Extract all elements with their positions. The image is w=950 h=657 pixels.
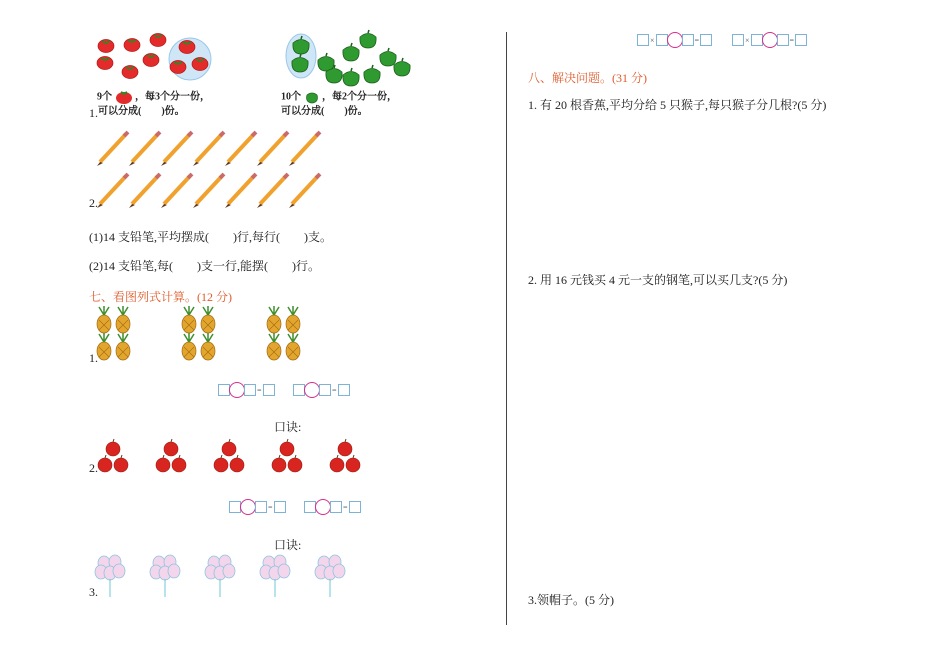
equation-row-1 bbox=[218, 382, 275, 398]
pencil-icon bbox=[193, 174, 224, 208]
operator-circle[interactable] bbox=[240, 499, 256, 515]
pineapple-icon bbox=[267, 306, 281, 333]
apple-icon bbox=[156, 455, 170, 472]
apple-icon bbox=[114, 455, 128, 472]
problem-2: 2. 用 16 元钱买 4 元一支的钢笔,可以买几支?(5 分) bbox=[528, 273, 788, 287]
tomato-icon bbox=[98, 40, 114, 53]
tomato-icon bbox=[115, 90, 133, 104]
pineapples-illustration bbox=[94, 306, 309, 366]
tomato-icon bbox=[97, 57, 113, 70]
pineapple-icon bbox=[201, 333, 215, 360]
balloon-bunch-icon bbox=[95, 555, 125, 597]
operator-circle[interactable] bbox=[304, 382, 320, 398]
answer-box[interactable] bbox=[319, 384, 331, 396]
equation-row-4 bbox=[304, 499, 361, 515]
equals-sign: = bbox=[789, 35, 795, 45]
equation-row-3 bbox=[229, 499, 286, 515]
koujue-label-1: 口诀: bbox=[274, 420, 302, 434]
times-sign: × bbox=[745, 35, 750, 45]
balloon-bunch-icon bbox=[205, 555, 235, 597]
pepper-caption-a: 10个 bbox=[281, 91, 301, 103]
pepper-caption-line2: 可以分成( )份。 bbox=[281, 106, 368, 117]
apple-icon bbox=[214, 455, 228, 472]
answer-box[interactable] bbox=[656, 34, 668, 46]
pencil-icon bbox=[225, 132, 256, 166]
tomato-icon bbox=[192, 58, 208, 71]
q2-prefix: 2. bbox=[89, 196, 98, 210]
pencil-icon bbox=[257, 132, 288, 166]
pencil-icon bbox=[97, 132, 128, 166]
pineapple-icon bbox=[97, 306, 111, 333]
green-pepper-icon bbox=[380, 48, 396, 66]
times-sign: × bbox=[650, 35, 655, 45]
apple-icon bbox=[98, 455, 112, 472]
green-pepper-icon bbox=[364, 65, 380, 83]
pencil-icon bbox=[161, 132, 192, 166]
apple-icon bbox=[330, 455, 344, 472]
pencils-illustration bbox=[94, 130, 329, 210]
balloon-bunch-icon bbox=[260, 555, 290, 597]
answer-box[interactable] bbox=[777, 34, 789, 46]
apple-icon bbox=[338, 439, 352, 456]
pepper-group-illustration bbox=[284, 30, 414, 90]
answer-box[interactable] bbox=[700, 34, 712, 46]
tomato-icon bbox=[179, 41, 195, 54]
apple-icon bbox=[272, 455, 286, 472]
green-pepper-icon bbox=[343, 43, 359, 61]
equation-row-2 bbox=[293, 382, 350, 398]
equals-sign: = bbox=[332, 385, 337, 395]
pineapple-icon bbox=[201, 306, 215, 333]
tomato-caption-line1 bbox=[97, 90, 210, 104]
answer-box[interactable] bbox=[637, 34, 649, 46]
equation-row-top-1 bbox=[637, 32, 712, 48]
tomato-caption-b: ，每3个分一份， bbox=[135, 91, 210, 103]
tomato-icon bbox=[170, 61, 186, 74]
answer-box[interactable] bbox=[244, 384, 256, 396]
pencil-icon bbox=[225, 174, 256, 208]
equation-row-top-2 bbox=[732, 32, 807, 48]
q1-prefix: 1. bbox=[89, 106, 98, 120]
balloons-illustration bbox=[94, 555, 354, 601]
answer-box[interactable] bbox=[338, 384, 350, 396]
pencil-icon bbox=[193, 132, 224, 166]
apple-icon bbox=[280, 439, 294, 456]
pencil-icon bbox=[129, 132, 160, 166]
pencil-question-1: (1)14 支铅笔,平均摆成( )行,每行( )支。 bbox=[89, 230, 332, 244]
green-pepper-icon bbox=[360, 30, 376, 48]
apple-icon bbox=[222, 439, 236, 456]
column-divider bbox=[506, 32, 507, 625]
green-pepper-icon bbox=[318, 53, 334, 71]
operator-circle[interactable] bbox=[762, 32, 778, 48]
apple-icon bbox=[230, 455, 244, 472]
pineapple-icon bbox=[286, 306, 300, 333]
apples-illustration bbox=[94, 438, 369, 478]
green-pepper-icon bbox=[394, 58, 410, 76]
koujue-label-2: 口诀: bbox=[274, 538, 302, 552]
tomato-caption-line2: 可以分成( )份。 bbox=[98, 106, 185, 117]
apple-icon bbox=[106, 439, 120, 456]
s7-q1-prefix: 1. bbox=[89, 351, 98, 365]
section-8-title: 八、解决问题。(31 分) bbox=[528, 71, 647, 85]
pencil-icon bbox=[289, 132, 320, 166]
pineapple-icon bbox=[182, 306, 196, 333]
pineapple-icon bbox=[97, 333, 111, 360]
equals-sign: = bbox=[257, 385, 262, 395]
pencil-icon bbox=[129, 174, 160, 208]
pepper-caption-b: ，每2个分一份， bbox=[322, 91, 397, 103]
pencil-icon bbox=[257, 174, 288, 208]
apple-icon bbox=[288, 455, 302, 472]
answer-box[interactable] bbox=[330, 501, 342, 513]
answer-box[interactable] bbox=[795, 34, 807, 46]
answer-box[interactable] bbox=[349, 501, 361, 513]
green-pepper-icon bbox=[304, 90, 320, 104]
balloon-bunch-icon bbox=[315, 555, 345, 597]
pencil-icon bbox=[161, 174, 192, 208]
equals-sign: = bbox=[343, 502, 348, 512]
pencil-icon bbox=[97, 174, 128, 208]
operator-circle[interactable] bbox=[667, 32, 683, 48]
apple-icon bbox=[346, 455, 360, 472]
answer-box[interactable] bbox=[732, 34, 744, 46]
equals-sign: = bbox=[694, 35, 700, 45]
apple-icon bbox=[172, 455, 186, 472]
tomato-icon bbox=[143, 54, 159, 67]
problem-1: 1. 有 20 根香蕉,平均分给 5 只猴子,每只猴子分几根?(5 分) bbox=[528, 98, 827, 112]
equals-sign: = bbox=[268, 502, 273, 512]
green-pepper-icon bbox=[343, 68, 359, 86]
apple-icon bbox=[164, 439, 178, 456]
answer-box[interactable] bbox=[263, 384, 275, 396]
answer-box[interactable] bbox=[751, 34, 763, 46]
tomato-icon bbox=[124, 39, 140, 52]
pencil-icon bbox=[289, 174, 320, 208]
pineapple-icon bbox=[116, 306, 130, 333]
operator-circle[interactable] bbox=[229, 382, 245, 398]
problem-3: 3.领帽子。(5 分) bbox=[528, 593, 614, 607]
s7-q3-prefix: 3. bbox=[89, 585, 98, 599]
pepper-caption-line1 bbox=[281, 90, 397, 104]
section-7-title: 七、看图列式计算。(12 分) bbox=[89, 290, 232, 304]
balloon-bunch-icon bbox=[150, 555, 180, 597]
operator-circle[interactable] bbox=[315, 499, 331, 515]
tomato-caption-a: 9个 bbox=[97, 91, 112, 103]
pencil-question-2: (2)14 支铅笔,每( )支一行,能摆( )行。 bbox=[89, 259, 320, 273]
s7-q2-prefix: 2. bbox=[89, 461, 98, 475]
pineapple-icon bbox=[286, 333, 300, 360]
tomato-icon bbox=[122, 66, 138, 79]
pineapple-icon bbox=[267, 333, 281, 360]
tomato-group-illustration bbox=[94, 30, 224, 90]
answer-box[interactable] bbox=[274, 501, 286, 513]
answer-box[interactable] bbox=[682, 34, 694, 46]
pineapple-icon bbox=[116, 333, 130, 360]
pineapple-icon bbox=[182, 333, 196, 360]
tomato-icon bbox=[150, 34, 166, 47]
answer-box[interactable] bbox=[255, 501, 267, 513]
